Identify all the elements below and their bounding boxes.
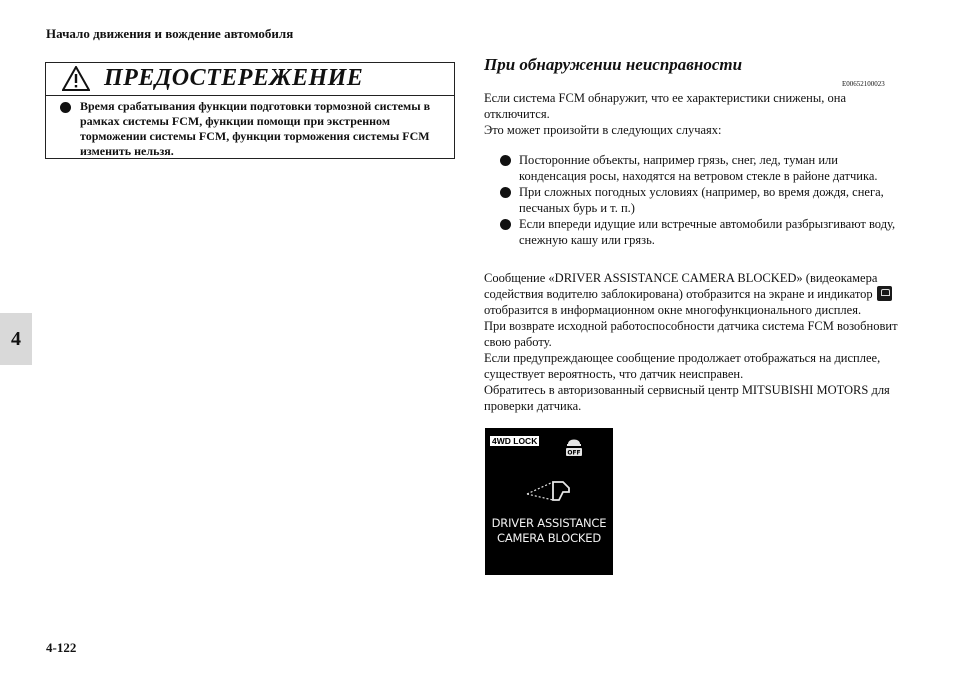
warning-box xyxy=(45,62,455,159)
list-item xyxy=(500,152,900,184)
cause-text: При сложных погодных условиях (например, во время дождя, снега, песчаных бурь и т. п.) xyxy=(519,185,884,215)
fcm-indicator-icon xyxy=(877,286,892,301)
contact-paragraph: Обратитесь в авторизованный сервисный центр MITSUBISHI MOTORS для проверки датчика. xyxy=(484,383,890,413)
warning-text: Время срабатывания функции подготовки тормозной системы в рамках системы FCM, функции помощи при экстренном торможении системы FCM, функции торможения системы FCM изменить нельзя. xyxy=(80,99,431,158)
bullet-icon xyxy=(500,187,511,198)
fcm-off-label: OFF xyxy=(567,449,581,457)
intro-paragraph: Если система FCM обнаружит, что ее характеристики снижены, она отключится. xyxy=(484,91,847,121)
chapter-number: 4 xyxy=(11,327,21,350)
persist-paragraph: Если предупреждающее сообщение продолжает отображаться на дисплее, существует вероятность, что датчик неисправен. xyxy=(484,351,881,381)
display-illustration xyxy=(485,428,613,575)
message-before-icon: Сообщение «DRIVER ASSISTANCE CAMERA BLOCKED» (видеокамера содействия водителю заблокирована) отобразится на экране и индикатор xyxy=(484,271,878,301)
list-item xyxy=(500,184,900,216)
fcm-off-icon xyxy=(565,435,583,457)
warning-item xyxy=(60,99,444,159)
cause-text: Посторонние объекты, например грязь, снег, лед, туман или конденсация росы, находятся на ветровом стекле в районе датчика. xyxy=(519,153,878,183)
4wd-lock-badge: 4WD LOCK xyxy=(492,436,538,446)
screen-message-line: DRIVER ASSISTANCE xyxy=(491,516,607,530)
cause-text: Если впереди идущие или встречные автомобили разбрызгивают воду, снежную кашу или грязь. xyxy=(519,217,896,247)
chapter-tab xyxy=(0,313,32,365)
screen-message-line: CAMERA BLOCKED xyxy=(497,531,601,545)
camera-blocked-icon xyxy=(523,478,573,506)
bullet-icon xyxy=(60,102,71,113)
section-intro xyxy=(484,90,904,138)
page-header-title: Начало движения и вождение автомобиля xyxy=(46,26,294,41)
cause-list xyxy=(500,152,900,248)
screen-message xyxy=(485,516,613,546)
list-item xyxy=(500,216,900,248)
page-number: 4-122 xyxy=(46,640,77,655)
message-section xyxy=(484,270,904,414)
warning-triangle-icon xyxy=(62,66,90,91)
recovery-paragraph: При возврате исходной работоспособности датчика система FCM возобновит свою работу. xyxy=(484,319,898,349)
bullet-icon xyxy=(500,155,511,166)
bullet-icon xyxy=(500,219,511,230)
section-code: E00652100023 xyxy=(842,80,885,88)
message-after-icon: отобразится в информационном окне многофункционального дисплея. xyxy=(484,303,862,317)
warning-divider xyxy=(46,95,454,96)
warning-header xyxy=(62,65,363,92)
message-paragraph xyxy=(484,270,904,318)
intro-paragraph: Это может произойти в следующих случаях: xyxy=(484,123,722,137)
warning-title: ПРЕДОСТЕРЕЖЕНИЕ xyxy=(104,65,364,91)
section-title: При обнаружении неисправности xyxy=(484,55,743,74)
